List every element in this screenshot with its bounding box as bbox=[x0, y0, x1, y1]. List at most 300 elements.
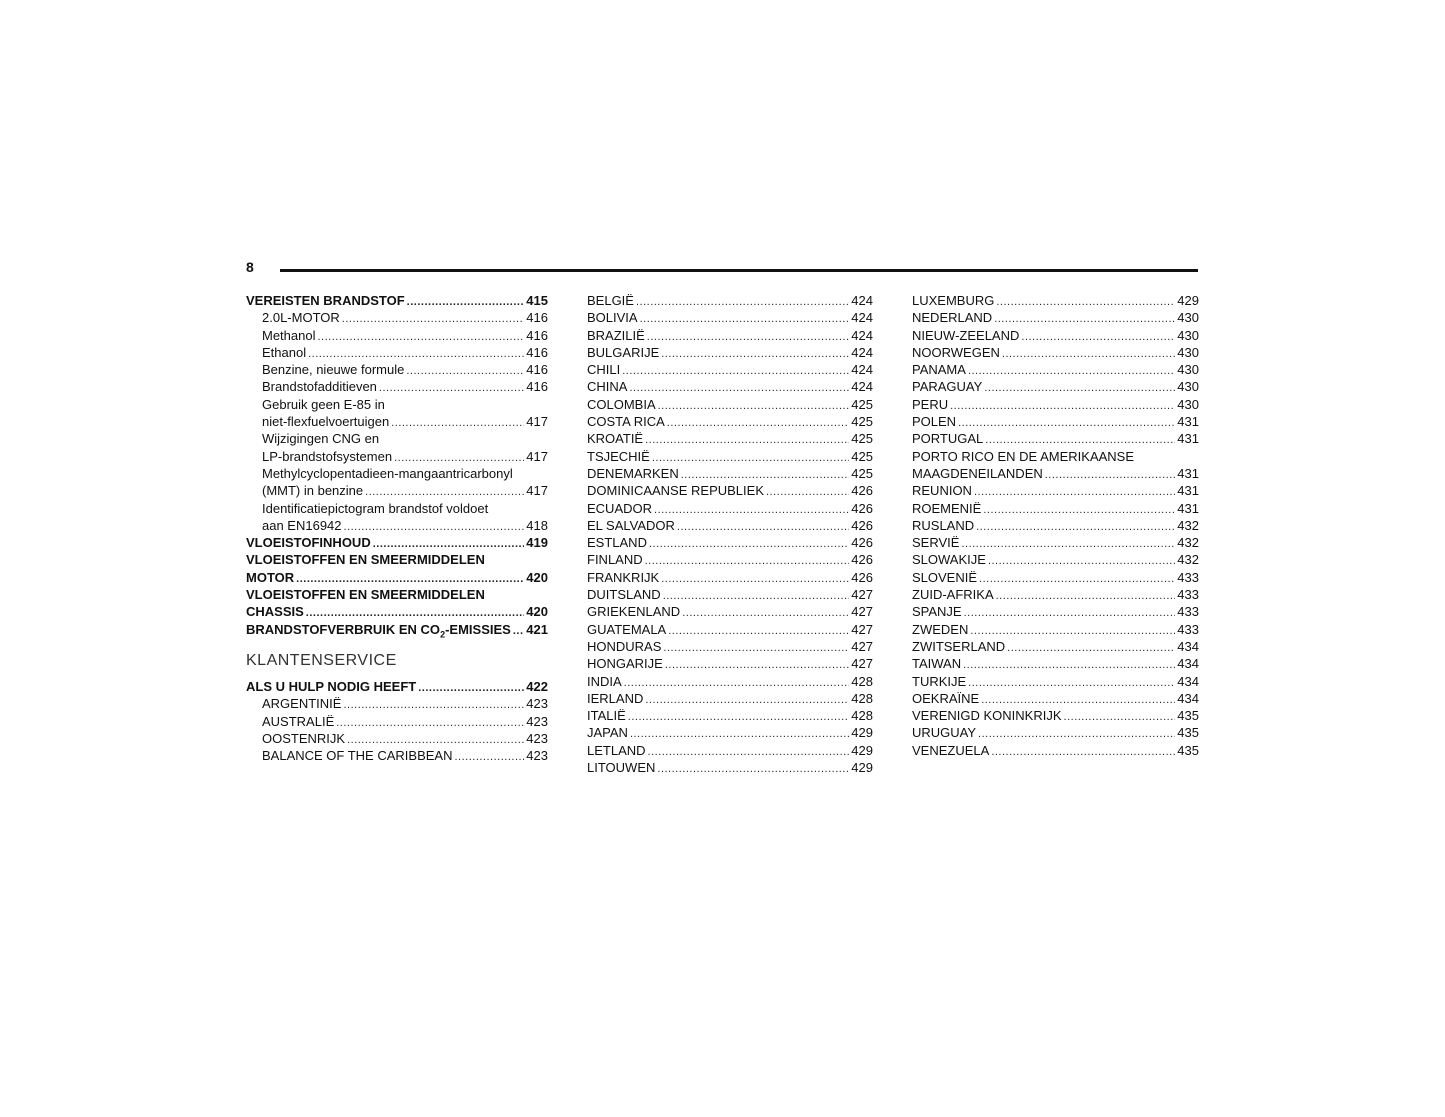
leader-dots bbox=[996, 588, 1176, 605]
leader-dots bbox=[663, 588, 850, 605]
toc-entry[interactable] bbox=[246, 482, 548, 499]
leader-dots bbox=[984, 380, 1175, 397]
toc-entry-label: ROEMENIË bbox=[912, 500, 982, 516]
toc-entry-page: 427 bbox=[851, 638, 873, 654]
toc-entry[interactable] bbox=[912, 707, 1199, 724]
toc-entry[interactable] bbox=[587, 690, 873, 707]
toc-entry-page: 426 bbox=[851, 552, 873, 568]
toc-entry-label: TAIWAN bbox=[912, 656, 962, 672]
leader-dots bbox=[630, 726, 849, 743]
toc-entry[interactable] bbox=[912, 482, 1199, 499]
leader-dots bbox=[1021, 329, 1175, 346]
toc-entry[interactable] bbox=[912, 551, 1199, 568]
toc-entry bbox=[246, 551, 548, 568]
toc-entry[interactable] bbox=[587, 621, 873, 638]
toc-entry[interactable] bbox=[912, 534, 1199, 551]
toc-entry-label: HONDURAS bbox=[587, 638, 662, 654]
toc-entry-page: 424 bbox=[851, 362, 873, 378]
toc-entry[interactable] bbox=[587, 327, 873, 344]
toc-entry-label: MAAGDENEILANDEN bbox=[912, 465, 1043, 481]
leader-dots bbox=[624, 675, 850, 692]
toc-entry-label: niet-flexfuelvoertuigen bbox=[262, 414, 390, 430]
toc-entry-page: 430 bbox=[1177, 310, 1199, 326]
toc-entry-label: OEKRAÏNE bbox=[912, 690, 980, 706]
toc-entry-label: aan EN16942 bbox=[262, 517, 342, 533]
toc-entry-label: LETLAND bbox=[587, 742, 646, 758]
toc-entry-page: 420 bbox=[526, 569, 548, 585]
toc-entry-page: 416 bbox=[526, 310, 548, 326]
toc-entry[interactable] bbox=[587, 448, 873, 465]
toc-entry-page: 422 bbox=[526, 678, 548, 694]
toc-entry-page: 433 bbox=[1177, 621, 1199, 637]
leader-dots bbox=[1045, 467, 1176, 484]
toc-entry[interactable] bbox=[587, 707, 873, 724]
toc-entry[interactable] bbox=[587, 344, 873, 361]
toc-entry[interactable] bbox=[587, 517, 873, 534]
toc-entry-page: 427 bbox=[851, 604, 873, 620]
toc-entry[interactable] bbox=[587, 673, 873, 690]
toc-column-3 bbox=[912, 292, 1199, 759]
toc-entry[interactable] bbox=[246, 309, 548, 326]
toc-entry-page: 433 bbox=[1177, 604, 1199, 620]
toc-entry[interactable] bbox=[587, 551, 873, 568]
toc-entry[interactable] bbox=[246, 413, 548, 430]
leader-dots bbox=[961, 536, 1175, 553]
toc-entry-page: 420 bbox=[526, 604, 548, 620]
leader-dots bbox=[636, 294, 849, 311]
toc-entry-label: VLOEISTOFINHOUD bbox=[246, 535, 371, 551]
toc-entry-label: BOLIVIA bbox=[587, 310, 638, 326]
page-number: 8 bbox=[246, 259, 254, 275]
toc-entry[interactable] bbox=[587, 309, 873, 326]
leader-dots bbox=[1064, 709, 1176, 726]
toc-entry-label: OOSTENRIJK bbox=[262, 730, 346, 746]
leader-dots bbox=[974, 484, 1175, 501]
toc-entry-page: 431 bbox=[1177, 414, 1199, 430]
toc-entry-page: 432 bbox=[1177, 535, 1199, 551]
toc-entry-page: 435 bbox=[1177, 708, 1199, 724]
toc-entry-page: 432 bbox=[1177, 552, 1199, 568]
leader-dots bbox=[454, 749, 524, 766]
toc-entry-page: 431 bbox=[1177, 483, 1199, 499]
toc-entry[interactable] bbox=[587, 724, 873, 741]
toc-entry-page: 424 bbox=[851, 379, 873, 395]
toc-entry-label: GUATEMALA bbox=[587, 621, 667, 637]
toc-entry[interactable] bbox=[246, 713, 548, 730]
toc-entry[interactable] bbox=[912, 396, 1199, 413]
leader-dots bbox=[964, 605, 1176, 622]
toc-entry-page: 423 bbox=[526, 748, 548, 764]
toc-entry[interactable] bbox=[246, 569, 548, 586]
toc-entry-label: BALANCE OF THE CARIBBEAN bbox=[262, 748, 453, 764]
toc-entry-label: EL SALVADOR bbox=[587, 517, 675, 533]
toc-entry[interactable] bbox=[246, 747, 548, 764]
toc-entry[interactable] bbox=[912, 690, 1199, 707]
toc-entry-page: 430 bbox=[1177, 362, 1199, 378]
toc-entry-page: 432 bbox=[1177, 517, 1199, 533]
toc-entry-label: Benzine, nieuwe formule bbox=[262, 362, 405, 378]
toc-entry-page: 421 bbox=[526, 621, 548, 637]
toc-entry-label: Gebruik geen E-85 in bbox=[262, 396, 385, 412]
toc-entry[interactable] bbox=[912, 413, 1199, 430]
toc-column-2 bbox=[587, 292, 873, 776]
leader-dots bbox=[958, 415, 1175, 432]
toc-block-customer-service bbox=[246, 678, 548, 764]
toc-entry-page: 424 bbox=[851, 344, 873, 360]
toc-entry-label: HONGARIJE bbox=[587, 656, 663, 672]
toc-entry-label: VENEZUELA bbox=[912, 742, 990, 758]
toc-entry-label: VEREISTEN BRANDSTOF bbox=[246, 293, 405, 308]
toc-entry-label: COSTA RICA bbox=[587, 414, 665, 430]
toc-entry-page: 424 bbox=[851, 310, 873, 326]
toc-entry bbox=[912, 448, 1199, 465]
toc-entry[interactable] bbox=[912, 742, 1199, 759]
toc-entry bbox=[246, 500, 548, 517]
toc-entry[interactable] bbox=[587, 482, 873, 499]
toc-entry-label: BRAZILIË bbox=[587, 327, 645, 343]
toc-entry[interactable] bbox=[912, 344, 1199, 361]
toc-entry-page: 434 bbox=[1177, 690, 1199, 706]
toc-entry-label: SPANJE bbox=[912, 604, 962, 620]
leader-dots bbox=[406, 363, 524, 380]
toc-entry-label: DENEMARKEN bbox=[587, 465, 679, 481]
toc-entry-page: 424 bbox=[851, 293, 873, 308]
toc-entry-page: 426 bbox=[851, 535, 873, 551]
toc-entry-page: 416 bbox=[526, 344, 548, 360]
leader-dots bbox=[667, 415, 850, 432]
toc-entry[interactable] bbox=[587, 586, 873, 603]
toc-entry-label: GRIEKENLAND bbox=[587, 604, 681, 620]
toc-entry-label: PARAGUAY bbox=[912, 379, 983, 395]
toc-entry-label: TURKIJE bbox=[912, 673, 967, 689]
toc-entry-label: ZWITSERLAND bbox=[912, 638, 1006, 654]
toc-entry-label: SLOVENIË bbox=[912, 569, 978, 585]
toc-entry-label: Methylcyclopentadieen-mangaantricarbonyl bbox=[262, 465, 513, 481]
toc-entry-label: JAPAN bbox=[587, 725, 628, 741]
toc-entry-label: VLOEISTOFFEN EN SMEERMIDDELEN bbox=[246, 587, 485, 603]
leader-dots bbox=[983, 502, 1175, 519]
toc-entry-label: FRANKRIJK bbox=[587, 569, 660, 585]
toc-entry[interactable] bbox=[912, 586, 1199, 603]
toc-entry-page: 417 bbox=[526, 483, 548, 499]
toc-entry[interactable] bbox=[912, 361, 1199, 378]
toc-entry[interactable] bbox=[912, 603, 1199, 620]
toc-entry-label: LUXEMBURG bbox=[912, 293, 995, 308]
toc-entry-page: 419 bbox=[526, 535, 548, 551]
toc-entry-label: POLEN bbox=[912, 414, 957, 430]
toc-entry-page: 423 bbox=[526, 696, 548, 712]
toc-entry-label: PORTUGAL bbox=[912, 431, 984, 447]
leader-dots bbox=[682, 605, 849, 622]
leader-dots bbox=[622, 363, 849, 380]
toc-entry-page: 430 bbox=[1177, 396, 1199, 412]
leader-dots bbox=[665, 657, 849, 674]
toc-entry-page: 430 bbox=[1177, 327, 1199, 343]
toc-entry-page: 423 bbox=[526, 713, 548, 729]
toc-entry-label: PERU bbox=[912, 396, 949, 412]
toc-entry-page: 435 bbox=[1177, 742, 1199, 758]
toc-entry-label: NEDERLAND bbox=[912, 310, 993, 326]
toc-entry-label: URUGUAY bbox=[912, 725, 977, 741]
leader-dots bbox=[663, 640, 849, 657]
leader-dots bbox=[513, 623, 524, 640]
toc-entry-page: 425 bbox=[851, 465, 873, 481]
toc-entry-label: Wijzigingen CNG en bbox=[262, 431, 380, 447]
toc-entry-page: 434 bbox=[1177, 638, 1199, 654]
toc-entry-label: ARGENTINIË bbox=[262, 696, 342, 712]
leader-dots bbox=[1002, 346, 1175, 363]
toc-entry-label: Brandstofadditieven bbox=[262, 379, 377, 395]
toc-entry[interactable] bbox=[587, 759, 873, 776]
toc-entry[interactable] bbox=[587, 655, 873, 672]
toc-entry[interactable] bbox=[246, 361, 548, 378]
toc-entry-label: PANAMA bbox=[912, 362, 966, 378]
toc-entry-page: 431 bbox=[1177, 465, 1199, 481]
toc-entry-label: FINLAND bbox=[587, 552, 643, 568]
toc-entry[interactable] bbox=[912, 309, 1199, 326]
toc-entry[interactable] bbox=[246, 327, 548, 344]
toc-entry-label: CHILI bbox=[587, 362, 621, 378]
toc-entry-label: DUITSLAND bbox=[587, 587, 661, 603]
toc-entry-label: ESTLAND bbox=[587, 535, 647, 551]
toc-entry-label: KROATIË bbox=[587, 431, 644, 447]
header-rule bbox=[280, 269, 1198, 272]
toc-entry-label: VERENIGD KONINKRIJK bbox=[912, 708, 1062, 724]
toc-entry-page: 415 bbox=[526, 293, 548, 308]
leader-dots bbox=[645, 432, 849, 449]
toc-entry-page: 425 bbox=[851, 396, 873, 412]
toc-entry-page: 418 bbox=[526, 517, 548, 533]
toc-entry[interactable] bbox=[912, 500, 1199, 517]
toc-entry[interactable] bbox=[587, 465, 873, 482]
toc-entry-page: 427 bbox=[851, 656, 873, 672]
toc-entry-page: 428 bbox=[851, 690, 873, 706]
toc-entry-page: 426 bbox=[851, 483, 873, 499]
toc-entry-label: MOTOR bbox=[246, 569, 295, 585]
leader-dots bbox=[629, 380, 849, 397]
leader-dots bbox=[661, 571, 849, 588]
toc-entry[interactable] bbox=[912, 621, 1199, 638]
leader-dots bbox=[343, 697, 524, 714]
toc-entry-label: COLOMBIA bbox=[587, 396, 656, 412]
toc-entry[interactable] bbox=[246, 292, 548, 309]
toc-entry-page: 434 bbox=[1177, 656, 1199, 672]
toc-entry-label: LP-brandstofsystemen bbox=[262, 448, 393, 464]
toc-entry-page: 427 bbox=[851, 621, 873, 637]
leader-dots bbox=[317, 329, 524, 346]
toc-entry-page: 417 bbox=[526, 414, 548, 430]
toc-entry-page: 425 bbox=[851, 431, 873, 447]
toc-entry[interactable] bbox=[587, 413, 873, 430]
leader-dots bbox=[342, 311, 525, 328]
toc-entry-label: SLOWAKIJE bbox=[912, 552, 986, 568]
toc-entry[interactable] bbox=[912, 465, 1199, 482]
toc-entry bbox=[246, 396, 548, 413]
toc-entry-label: LITOUWEN bbox=[587, 760, 656, 776]
toc-entry-page: 431 bbox=[1177, 431, 1199, 447]
toc-entry[interactable] bbox=[912, 517, 1199, 534]
toc-entry-page: 429 bbox=[851, 725, 873, 741]
leader-dots bbox=[407, 294, 525, 311]
leader-dots bbox=[668, 623, 849, 640]
toc-entry-label: ZUID-AFRIKA bbox=[912, 587, 994, 603]
toc-entry-page: 425 bbox=[851, 414, 873, 430]
toc-entry[interactable] bbox=[912, 638, 1199, 655]
toc-entry-label: ALS U HULP NODIG HEEFT bbox=[246, 678, 417, 694]
toc-entry-label: NIEUW-ZEELAND bbox=[912, 327, 1020, 343]
toc-entry[interactable] bbox=[912, 673, 1199, 690]
toc-entry-label: VLOEISTOFFEN EN SMEERMIDDELEN bbox=[246, 552, 485, 568]
leader-dots bbox=[677, 519, 849, 536]
toc-entry[interactable] bbox=[246, 534, 548, 551]
toc-entry-label: ITALIË bbox=[587, 708, 626, 724]
leader-dots bbox=[968, 675, 1175, 692]
leader-dots bbox=[379, 380, 524, 397]
toc-entry[interactable] bbox=[587, 742, 873, 759]
toc-block-fuel bbox=[246, 292, 548, 621]
leader-dots bbox=[766, 484, 849, 501]
toc-entry[interactable] bbox=[912, 327, 1199, 344]
toc-entry-page: 431 bbox=[1177, 500, 1199, 516]
toc-entry-label: CHINA bbox=[587, 379, 628, 395]
leader-dots bbox=[652, 450, 849, 467]
toc-entry[interactable] bbox=[246, 730, 548, 747]
toc-entry bbox=[246, 465, 548, 482]
toc-entry-co2-emissions[interactable] bbox=[246, 621, 548, 638]
toc-entry[interactable] bbox=[587, 638, 873, 655]
toc-entry-label: IERLAND bbox=[587, 690, 644, 706]
toc-entry-page: 435 bbox=[1177, 725, 1199, 741]
toc-entry-label: SERVIË bbox=[912, 535, 960, 551]
toc-entry[interactable] bbox=[912, 430, 1199, 447]
leader-dots bbox=[988, 553, 1175, 570]
toc-entry-page: 428 bbox=[851, 708, 873, 724]
toc-entry-label: ZWEDEN bbox=[912, 621, 969, 637]
toc-entry-page: 430 bbox=[1177, 379, 1199, 395]
toc-entry[interactable] bbox=[246, 378, 548, 395]
toc-entry-page: 429 bbox=[851, 760, 873, 776]
toc-entry-page: 424 bbox=[851, 327, 873, 343]
toc-entry[interactable] bbox=[587, 378, 873, 395]
toc-entry-label: NOORWEGEN bbox=[912, 344, 1000, 360]
leader-dots bbox=[996, 294, 1175, 311]
toc-entry-label: PORTO RICO EN DE AMERIKAANSE bbox=[912, 448, 1135, 464]
leader-dots bbox=[645, 692, 849, 709]
toc-entry-page: 416 bbox=[526, 379, 548, 395]
toc-entry-page: 428 bbox=[851, 673, 873, 689]
toc-column-1 bbox=[246, 292, 548, 764]
toc-entry[interactable] bbox=[912, 378, 1199, 395]
toc-entry[interactable] bbox=[587, 500, 873, 517]
toc-entry-label: INDIA bbox=[587, 673, 622, 689]
toc-entry[interactable] bbox=[912, 724, 1199, 741]
toc-entry[interactable] bbox=[246, 517, 548, 534]
toc-entry-page: 433 bbox=[1177, 587, 1199, 603]
leader-dots bbox=[645, 553, 850, 570]
toc-entry[interactable] bbox=[587, 534, 873, 551]
toc-entry-label: BRANDSTOFVERBRUIK EN $CO_2$-EMISSIES bbox=[246, 621, 511, 640]
toc-entry-label: (MMT) in benzine bbox=[262, 483, 364, 499]
toc-entry-page: 434 bbox=[1177, 673, 1199, 689]
leader-dots bbox=[1007, 640, 1175, 657]
toc-entry-page: 423 bbox=[526, 730, 548, 746]
leader-dots bbox=[658, 398, 850, 415]
toc-entry[interactable] bbox=[587, 603, 873, 620]
toc-entry-page: 429 bbox=[851, 742, 873, 758]
leader-dots bbox=[968, 363, 1175, 380]
toc-entry-page: 426 bbox=[851, 500, 873, 516]
leader-dots bbox=[647, 329, 850, 346]
leader-dots bbox=[336, 715, 524, 732]
toc-entry-label: RUSLAND bbox=[912, 517, 975, 533]
leader-dots bbox=[654, 502, 849, 519]
toc-entry-page: 426 bbox=[851, 569, 873, 585]
toc-entry[interactable] bbox=[246, 603, 548, 620]
toc-entry-page: 427 bbox=[851, 587, 873, 603]
leader-dots bbox=[628, 709, 850, 726]
toc-entry-label: TSJECHIË bbox=[587, 448, 650, 464]
toc-entry-page: 430 bbox=[1177, 344, 1199, 360]
toc-entry-label: ECUADOR bbox=[587, 500, 653, 516]
toc-entry[interactable] bbox=[246, 695, 548, 712]
toc-entry-label: AUSTRALIË bbox=[262, 713, 335, 729]
toc-entry bbox=[246, 586, 548, 603]
toc-entry-page: 417 bbox=[526, 448, 548, 464]
toc-entry-page: 416 bbox=[526, 327, 548, 343]
leader-dots bbox=[657, 761, 849, 778]
section-heading: KLANTENSERVICE bbox=[246, 651, 397, 669]
toc-entry[interactable] bbox=[587, 361, 873, 378]
toc-entry-label: 2.0L-MOTOR bbox=[262, 310, 340, 326]
leader-dots bbox=[649, 536, 849, 553]
toc-entry[interactable] bbox=[912, 655, 1199, 672]
leader-dots bbox=[391, 415, 524, 432]
toc-entry-label: REUNION bbox=[912, 483, 972, 499]
toc-entry bbox=[246, 430, 548, 447]
toc-entry[interactable] bbox=[246, 448, 548, 465]
toc-entry-page: 433 bbox=[1177, 569, 1199, 585]
leader-dots bbox=[963, 657, 1175, 674]
leader-dots bbox=[640, 311, 850, 328]
toc-entry[interactable] bbox=[246, 678, 548, 695]
leader-dots bbox=[950, 398, 1175, 415]
toc-entry[interactable] bbox=[587, 292, 873, 309]
toc-entry-label: Methanol bbox=[262, 327, 316, 343]
toc-entry-label: BELGIË bbox=[587, 293, 634, 308]
toc-entry[interactable] bbox=[587, 430, 873, 447]
toc-entry[interactable] bbox=[587, 569, 873, 586]
leader-dots bbox=[976, 519, 1175, 536]
leader-dots bbox=[418, 680, 524, 697]
toc-entry-page: 416 bbox=[526, 362, 548, 378]
leader-dots bbox=[648, 744, 850, 761]
toc-entry[interactable] bbox=[912, 292, 1199, 309]
toc-entry[interactable] bbox=[912, 569, 1199, 586]
leader-dots bbox=[661, 346, 849, 363]
toc-entry-label: CHASSIS bbox=[246, 604, 304, 620]
toc-entry-page: 426 bbox=[851, 517, 873, 533]
toc-entry-label: Identificatiepictogram brandstof voldoet bbox=[262, 500, 489, 516]
toc-entry-label: DOMINICAANSE REPUBLIEK bbox=[587, 483, 764, 499]
toc-entry[interactable] bbox=[587, 396, 873, 413]
leader-dots bbox=[994, 311, 1175, 328]
leader-dots bbox=[991, 744, 1175, 761]
leader-dots bbox=[978, 726, 1175, 743]
toc-entry-label: Ethanol bbox=[262, 344, 307, 360]
toc-entry[interactable] bbox=[246, 344, 548, 361]
toc-entry-label: BULGARIJE bbox=[587, 344, 660, 360]
toc-entry-page: 429 bbox=[1177, 293, 1199, 308]
